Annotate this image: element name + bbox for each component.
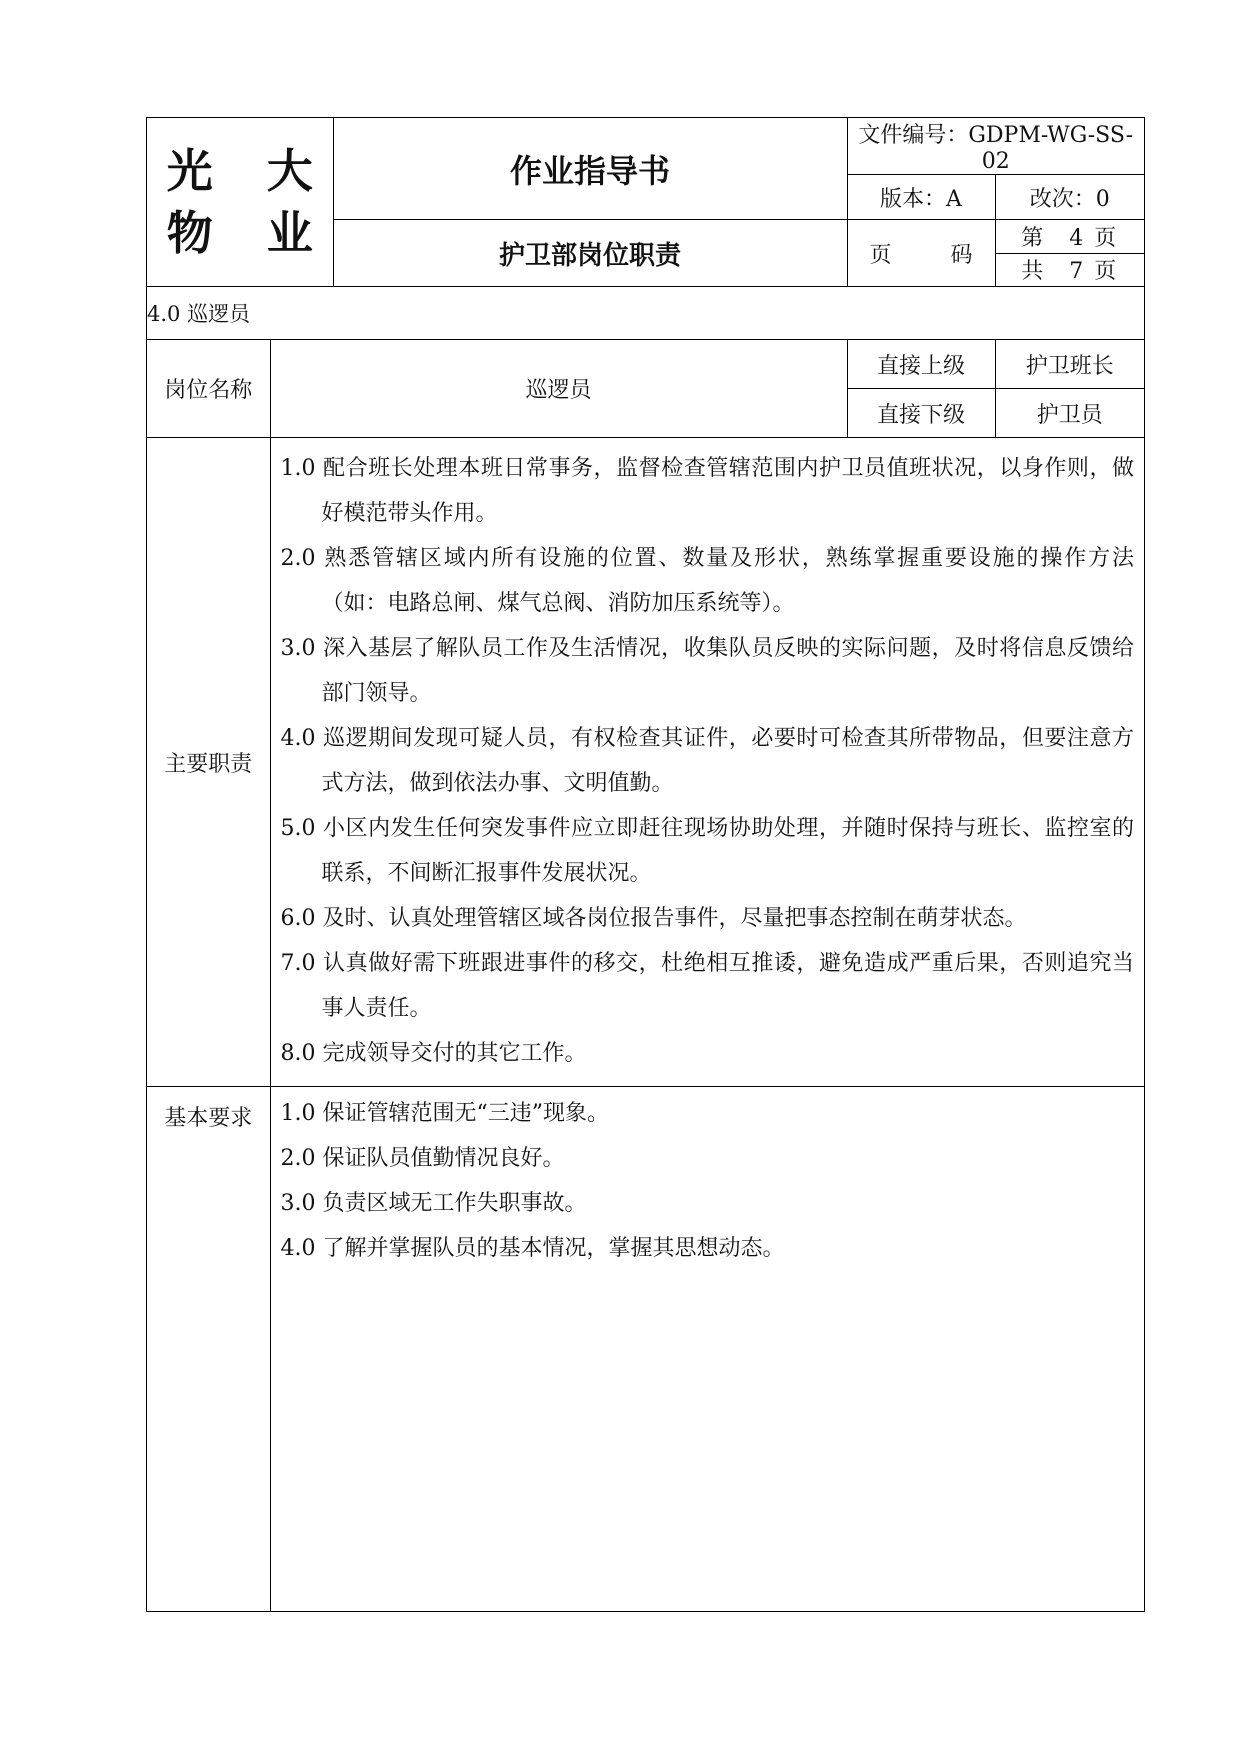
duty-item: 4.0 巡逻期间发现可疑人员，有权检查其证件，必要时可检查其所带物品，但要注意方式方法，做到依法办事、文明值勤。 [280, 726, 1134, 796]
duties-list [270, 438, 1144, 1087]
requirement-item: 2.0 保证队员值勤情况良好。 [280, 1146, 565, 1171]
form-header [147, 118, 1144, 287]
page-label-char: 页 [869, 242, 892, 268]
requirement-item: 1.0 保证管辖范围无“三违”现象。 [280, 1101, 609, 1126]
version: 版本：A [847, 175, 995, 220]
requirement-item: 3.0 负责区域无工作失职事故。 [280, 1191, 587, 1216]
page-total: 共 7 页 [995, 253, 1144, 287]
section-title: 4.0 巡逻员 [147, 287, 1144, 340]
duty-item: 3.0 深入基层了解队员工作及生活情况，收集队员反映的实际问题，及时将信息反馈给部门领导。 [280, 636, 1134, 706]
subordinate-label: 直接下级 [847, 389, 995, 438]
duties-label: 主要职责 [147, 438, 270, 1087]
document-title: 护卫部岗位职责 [333, 220, 847, 287]
position-name-label: 岗位名称 [147, 340, 270, 438]
duty-item: 7.0 认真做好需下班跟进事件的移交，杜绝相互推诿，避免造成严重后果，否则追究当事人责任。 [280, 951, 1134, 1021]
file-number: 文件编号：GDPM-WG-SS-02 [847, 118, 1144, 175]
company-logo [147, 118, 333, 287]
revision: 改次：0 [995, 175, 1144, 220]
duty-item: 5.0 小区内发生任何突发事件应立即赶往现场协助处理，并随时保持与班长、监控室的联系，不间断汇报事件发展状况。 [280, 816, 1134, 886]
duty-item: 2.0 熟悉管辖区域内所有设施的位置、数量及形状，熟练掌握重要设施的操作方法（如：电路总闸、煤气总阀、消防加压系统等）。 [280, 546, 1134, 616]
page-label-char: 码 [950, 242, 973, 268]
logo-char: 光 [166, 144, 213, 198]
job-instruction-form [146, 117, 1145, 1612]
subordinate-value: 护卫员 [995, 389, 1144, 438]
logo-char: 业 [266, 206, 313, 260]
duty-item: 1.0 配合班长处理本班日常事务，监督检查管辖范围内护卫员值班状况，以身作则，做好模范带头作用。 [280, 456, 1134, 526]
logo-char: 大 [266, 144, 313, 198]
form-body [147, 287, 1144, 1611]
document-type: 作业指导书 [333, 118, 847, 220]
page-label [847, 220, 995, 287]
duty-item: 8.0 完成领导交付的其它工作。 [280, 1041, 587, 1066]
requirements-label: 基本要求 [147, 1087, 270, 1612]
requirement-item: 4.0 了解并掌握队员的基本情况，掌握其思想动态。 [280, 1236, 785, 1261]
superior-label: 直接上级 [847, 340, 995, 389]
position-name-value: 巡逻员 [270, 340, 847, 438]
duty-item: 6.0 及时、认真处理管辖区域各岗位报告事件，尽量把事态控制在萌芽状态。 [280, 906, 1027, 931]
requirements-list [270, 1087, 1144, 1612]
superior-value: 护卫班长 [995, 340, 1144, 389]
logo-char: 物 [166, 206, 213, 260]
page-current: 第 4 页 [995, 220, 1144, 254]
